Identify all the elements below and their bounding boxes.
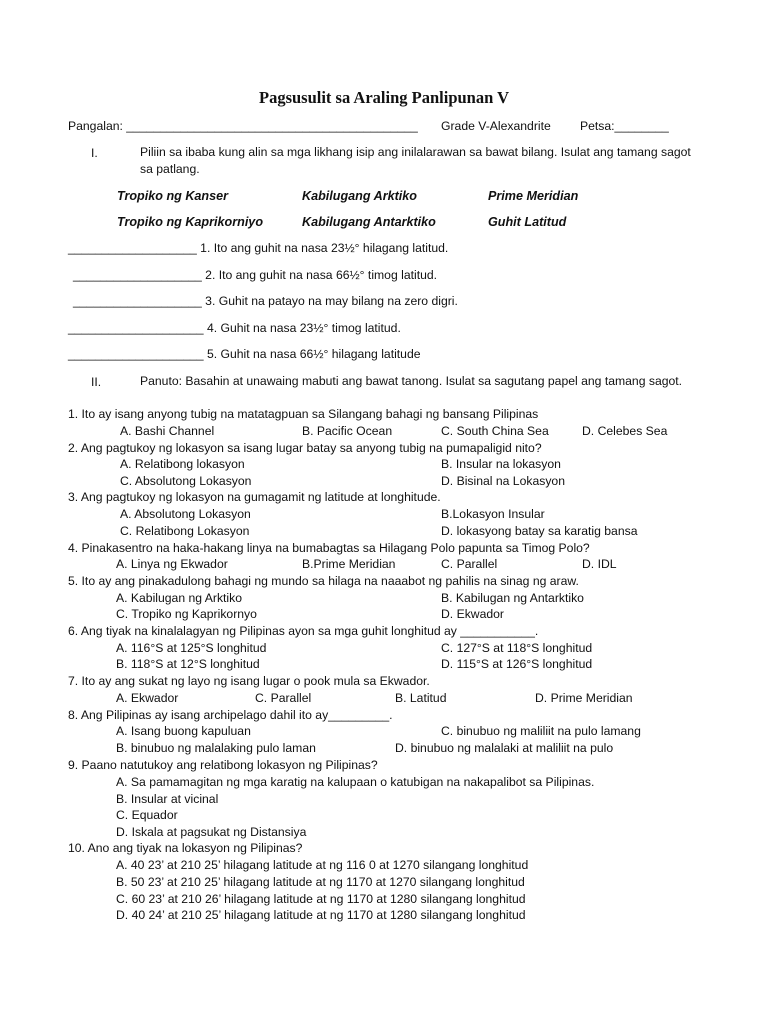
choice: D. Ekwador xyxy=(441,607,504,621)
part1-item: ____________________ 5. Guhit na nasa 66½° hilagang latitude xyxy=(68,347,421,361)
choice: B. Insular na lokasyon xyxy=(441,457,561,471)
choice: A. Sa pamamagitan ng mga karatig na kalupaan o katubigan na nakapalibot sa Pilipinas. xyxy=(116,775,595,789)
name-field-label: Pangalan: ___________________________________________ xyxy=(68,119,418,133)
choice: A. Isang buong kapuluan xyxy=(116,724,251,738)
part1-item: ___________________ 3. Guhit na patayo na may bilang na zero digri. xyxy=(73,294,458,308)
choice: C. 127°S at 118°S longhitud xyxy=(441,641,593,655)
term-tropiko-kaprikorniyo: Tropiko ng Kaprikorniyo xyxy=(117,215,264,229)
choice: C. Tropiko ng Kaprikornyo xyxy=(116,607,257,621)
choice: B. Kabilugan ng Antarktiko xyxy=(441,591,584,605)
date-field-label: Petsa:________ xyxy=(580,119,669,133)
choice: A. Bashi Channel xyxy=(120,424,215,438)
question-8: 8. Ang Pilipinas ay isang archipelago dahil ito ay_________. xyxy=(68,708,393,722)
choice: C. Relatibong Lokasyon xyxy=(120,524,250,538)
choice: D. 115°S at 126°S longhitud xyxy=(441,657,593,671)
term-kabilugang-arktiko: Kabilugang Arktiko xyxy=(302,189,417,203)
choice: A. Kabilugan ng Arktiko xyxy=(116,591,243,605)
choice: A. Linya ng Ekwador xyxy=(116,557,228,571)
choice: D. Celebes Sea xyxy=(582,424,668,438)
choice: C. Parallel xyxy=(255,691,312,705)
choice: A. Ekwador xyxy=(116,691,179,705)
choice: A. 40 23’ at 210 25’ hilagang latitude at ng 116 0 at 1270 silangang longhitud xyxy=(116,858,529,872)
part1-numeral: I. xyxy=(91,146,98,160)
choice: C. Parallel xyxy=(441,557,498,571)
question-5: 5. Ito ay ang pinakadulong bahagi ng mundo sa hilaga na naaabot ng pahilis na sinag ng araw. xyxy=(68,574,579,588)
part2-numeral: II. xyxy=(91,375,102,389)
choice: C. South China Sea xyxy=(441,424,549,438)
choice: D. Prime Meridian xyxy=(535,691,633,705)
part1-item: ___________________ 1. Ito ang guhit na nasa 23½° hilagang latitud. xyxy=(68,241,449,255)
question-1: 1. Ito ay isang anyong tubig na matatagpuan sa Silangang bahagi ng bansang Pilipinas xyxy=(68,407,539,421)
question-2: 2. Ang pagtukoy ng lokasyon sa isang lugar batay sa anyong tubig na pumapaligid nito? xyxy=(68,441,542,455)
question-6: 6. Ang tiyak na kinalalagyan ng Pilipinas ayon sa mga guhit longhitud ay ___________. xyxy=(68,624,539,638)
page-title: Pagsusulit sa Araling Panlipunan V xyxy=(258,88,510,107)
question-10: 10. Ano ang tiyak na lokasyon ng Pilipinas? xyxy=(68,841,303,855)
choice: B. Insular at vicinal xyxy=(116,792,219,806)
choice: B. 50 23’ at 210 25’ hilagang latitude at ng 1170 at 1270 silangang longhitud xyxy=(116,875,525,889)
choice: C. 60 23’ at 210 26’ hilagang latitude at ng 1170 at 1280 silangang longhitud xyxy=(116,892,526,906)
grade-label: Grade V-Alexandrite xyxy=(441,119,551,133)
term-prime-meridian: Prime Meridian xyxy=(488,189,579,203)
choice: B.Lokasyon Insular xyxy=(441,507,545,521)
choice: D. Iskala at pagsukat ng Distansiya xyxy=(116,825,307,839)
choice: B. Latitud xyxy=(395,691,447,705)
choice: A. 116°S at 125°S longhitud xyxy=(116,641,267,655)
question-4: 4. Pinakasentro na haka-hakang linya na bumabagtas sa Hilagang Polo papunta sa Timog Polo? xyxy=(68,541,590,555)
part1-item: ____________________ 4. Guhit na nasa 23½° timog latitud. xyxy=(68,321,401,335)
part1-item: ___________________ 2. Ito ang guhit na nasa 66½° timog latitud. xyxy=(73,268,438,282)
part1-instruction: Piliin sa ibaba kung alin sa mga likhang isip ang inilalarawan sa bawat bilang. Isulat ang tamang sagot sa patlang. xyxy=(140,145,691,176)
choice: B.Prime Meridian xyxy=(302,557,396,571)
choice: C. Absolutong Lokasyon xyxy=(120,474,252,488)
choice: D. 40 24’ at 210 25’ hilagang latitude at ng 1170 at 1280 silangang longhitud xyxy=(116,908,526,922)
choice: A. Relatibong lokasyon xyxy=(120,457,245,471)
choice: D. IDL xyxy=(582,557,617,571)
choice: A. Absolutong Lokasyon xyxy=(120,507,251,521)
part2-instruction: Panuto: Basahin at unawaing mabuti ang bawat tanong. Isulat sa sagutang papel ang tamang sagot. xyxy=(140,374,683,388)
choice: D. binubuo ng malalaki at maliliit na pulo xyxy=(395,741,614,755)
choice: B. binubuo ng malalaking pulo laman xyxy=(116,741,316,755)
question-3: 3. Ang pagtukoy ng lokasyon na gumagamit ng latitude at longhitude. xyxy=(68,490,441,504)
question-9: 9. Paano natutukoy ang relatibong lokasyon ng Pilipinas? xyxy=(68,758,378,772)
question-7: 7. Ito ay ang sukat ng layo ng isang lugar o pook mula sa Ekwador. xyxy=(68,674,430,688)
choice: D. lokasyong batay sa karatig bansa xyxy=(441,524,638,538)
choice: B. 118°S at 12°S longhitud xyxy=(116,657,260,671)
choice: B. Pacific Ocean xyxy=(302,424,393,438)
choice: C. Equador xyxy=(116,808,178,822)
choice: C. binubuo ng maliliit na pulo lamang xyxy=(441,724,641,738)
choice: D. Bisinal na Lokasyon xyxy=(441,474,565,488)
term-tropiko-kanser: Tropiko ng Kanser xyxy=(117,189,229,203)
term-kabilugang-antarktiko: Kabilugang Antarktiko xyxy=(302,215,436,229)
term-guhit-latitud: Guhit Latitud xyxy=(488,215,567,229)
